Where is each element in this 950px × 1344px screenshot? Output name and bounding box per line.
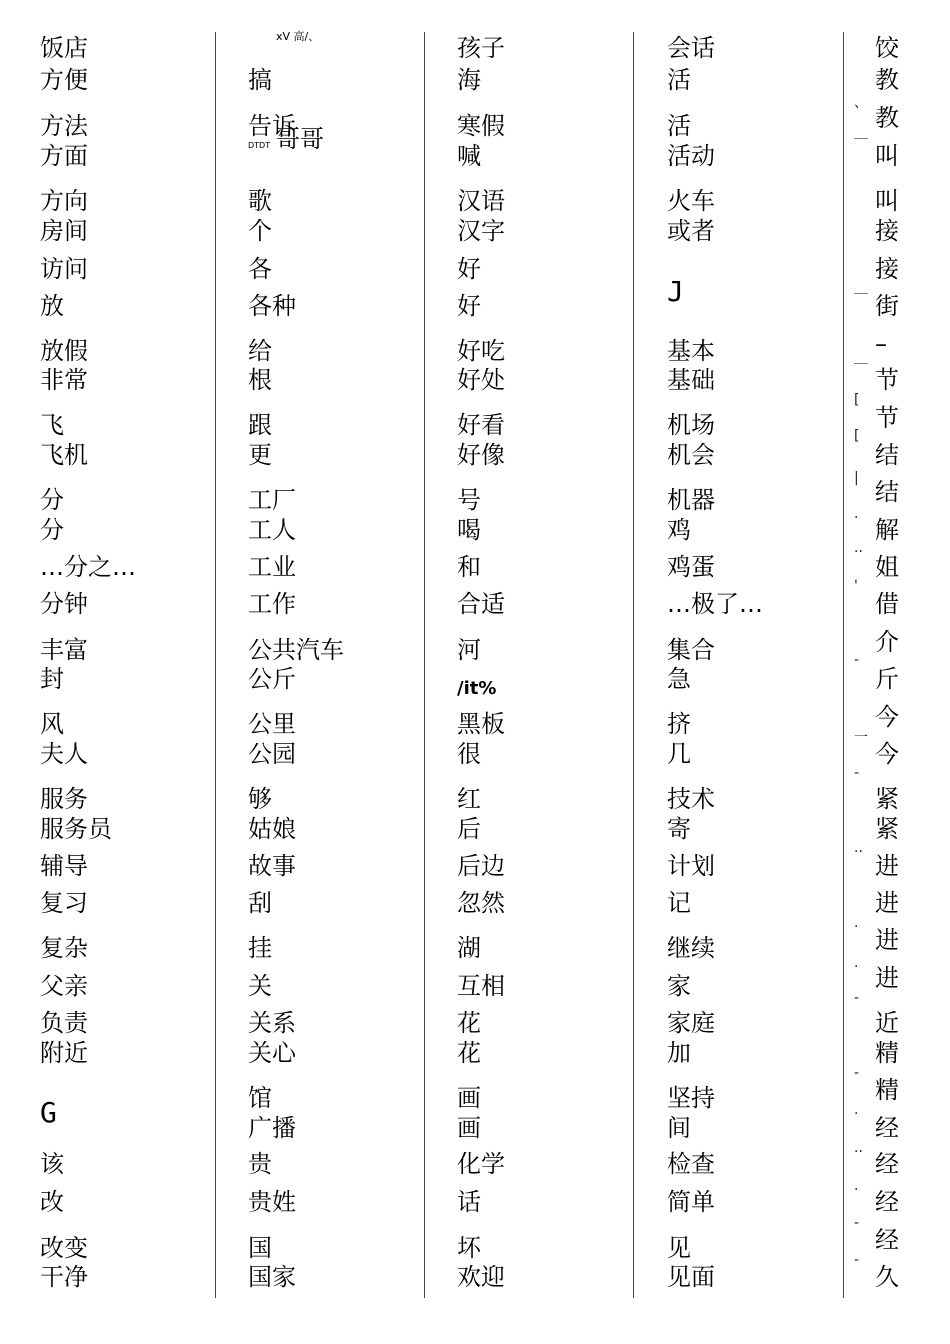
margin-mark: ' [854,578,858,594]
vocabulary-word: 工作 [248,590,296,618]
vocabulary-word: 父亲 [40,972,88,1000]
vocabulary-word: 接 [875,217,899,245]
vocabulary-word: 经 [875,1188,899,1216]
vocabulary-word: 坏 [457,1234,481,1262]
column-divider [424,32,425,1298]
vocabulary-word: 喝 [457,516,481,544]
vocabulary-word: 广播 [248,1114,296,1142]
vocabulary-word: 久 [875,1263,899,1291]
vocabulary-word: 改变 [40,1234,88,1262]
vocabulary-word: 基本 [667,337,715,365]
vocabulary-word: 好 [457,292,481,320]
margin-mark: . [854,506,859,522]
vocabulary-word: 够 [248,785,272,813]
margin-mark: - [854,652,860,668]
vocabulary-word: 各 [248,255,272,283]
vocabulary-word: 公斤 [248,665,296,693]
vocabulary-word: 后 [457,815,481,843]
vocabulary-word: 机会 [667,441,715,469]
word-column-3 [457,0,627,1344]
vocabulary-word: 各种 [248,292,296,320]
vocabulary-word: 复杂 [40,934,88,962]
margin-mark: . [854,1102,859,1118]
vocabulary-word: 故事 [248,852,296,880]
margin-mark: | [854,470,859,486]
vocabulary-word: 方面 [40,142,88,170]
margin-mark: - [854,765,860,781]
vocabulary-word: 饭店 [40,34,88,62]
vocabulary-word: 该 [40,1150,64,1178]
vocabulary-word: 间 [667,1114,691,1142]
vocabulary-word: 访问 [40,255,88,283]
vocabulary-word: 简单 [667,1188,715,1216]
vocabulary-word: 结 [875,441,899,469]
vocabulary-word: 叫 [875,142,899,170]
vocabulary-word: 进 [875,964,899,992]
vocabulary-word: 工厂 [248,486,296,514]
vocabulary-word: 解 [875,516,899,544]
vocabulary-word: 服务 [40,785,88,813]
vocabulary-word: 好吃 [457,337,505,365]
vocabulary-word: 会话 [667,34,715,62]
vocabulary-word: 记 [667,889,691,917]
vocabulary-word: 寒假 [457,112,505,140]
vocabulary-word: 负责 [40,1009,88,1037]
vocabulary-word: 跟 [248,411,272,439]
vocabulary-word: 话 [457,1188,481,1216]
margin-mark: [ [854,428,860,444]
margin-marks [854,0,872,1344]
vocabulary-word: 节 [875,404,899,432]
vocabulary-word: 和 [457,553,481,581]
vocabulary-word: 活动 [667,142,715,170]
vocabulary-word: 精 [875,1076,899,1104]
vocabulary-word: …极了… [667,590,763,618]
margin-mark: . [854,1178,859,1194]
vocabulary-word: 方法 [40,112,88,140]
vocabulary-word: 干净 [40,1263,88,1291]
vocabulary-word: 放 [40,292,64,320]
vocabulary-word: 更 [248,441,272,469]
vocabulary-word: 公共汽车 [248,636,344,664]
vocabulary-word: 进 [875,889,899,917]
vocabulary-word: 坚持 [667,1084,715,1112]
vocabulary-word: 黑板 [457,710,505,738]
vocabulary-word: 寄 [667,815,691,843]
vocabulary-word: 国家 [248,1263,296,1291]
vocabulary-word: …分之… [40,553,136,581]
vocabulary-word: 辅导 [40,852,88,880]
vocabulary-word: 经 [875,1114,899,1142]
vocabulary-word: 斤 [875,665,899,693]
vocabulary-word: 给 [248,337,272,365]
margin-mark: - [854,1252,860,1268]
vocabulary-word: 计划 [667,852,715,880]
vocabulary-word: 服务员 [40,815,112,843]
vocabulary-word: 教 [875,66,899,94]
margin-mark: ＿ [854,280,868,296]
vocabulary-word: 好看 [457,411,505,439]
vocabulary-word: 很 [457,740,481,768]
vocabulary-word: 花 [457,1039,481,1067]
vocabulary-word: 节 [875,366,899,394]
vocabulary-word: 夫人 [40,740,88,768]
vocabulary-word: 见 [667,1234,691,1262]
vocabulary-word: 家 [667,972,691,1000]
vocabulary-word: 进 [875,926,899,954]
vocabulary-word: 检查 [667,1150,715,1178]
vocabulary-word: 分 [40,516,64,544]
column-divider [843,32,844,1298]
vocabulary-word: 方便 [40,66,88,94]
vocabulary-word: 国 [248,1234,272,1262]
vocabulary-word: 机场 [667,411,715,439]
vocabulary-word: 歌 [248,187,272,215]
vocabulary-word: 好 [457,255,481,283]
vocabulary-word: 搞 [248,66,272,94]
vocabulary-word: 介 [875,628,899,656]
vocabulary-word: 湖 [457,934,481,962]
vocabulary-word: 汉语 [457,187,505,215]
vocabulary-word: 姑娘 [248,815,296,843]
vocabulary-word: 今 [875,703,899,731]
vocabulary-word: 好像 [457,441,505,469]
vocabulary-word: 鸡蛋 [667,553,715,581]
vocabulary-word: 进 [875,852,899,880]
vocabulary-word: 个 [248,217,272,245]
vocabulary-word: 姐 [875,553,899,581]
word-column-5 [875,0,935,1344]
vocabulary-word: 红 [457,785,481,813]
vocabulary-word: 关系 [248,1009,296,1037]
vocabulary-word: 放假 [40,337,88,365]
vocabulary-word: 经 [875,1226,899,1254]
vocabulary-word: 海 [457,66,481,94]
vocabulary-word: 挂 [248,934,272,962]
vocabulary-word: DTDT [248,141,271,150]
vocabulary-word: 好处 [457,366,505,394]
vocabulary-word: 机器 [667,486,715,514]
margin-mark: .. [854,1140,863,1156]
vocabulary-word: 工人 [248,516,296,544]
vocabulary-word: 互相 [457,972,505,1000]
vocabulary-word: 鸡 [667,516,691,544]
vocabulary-word: 活 [667,66,691,94]
margin-mark: .. [854,540,863,556]
vocabulary-word: 急 [667,665,691,693]
vocabulary-word: 风 [40,710,64,738]
vocabulary-word: 继续 [667,934,715,962]
margin-mark: - [854,1215,860,1231]
margin-mark: - [854,1065,860,1081]
vocabulary-word: 房间 [40,217,88,245]
vocabulary-word: 几 [667,740,691,768]
column-divider [215,32,216,1298]
vocabulary-word: 关 [248,972,272,1000]
vocabulary-word: 或者 [667,217,715,245]
vocabulary-word: 化学 [457,1150,505,1178]
section-letter: J [667,275,684,308]
vocabulary-word: 街 [875,292,899,320]
vocabulary-word: 改 [40,1188,64,1216]
vocabulary-word: 丰富 [40,636,88,664]
vocabulary-word: 根 [248,366,272,394]
vocabulary-word: 公园 [248,740,296,768]
vocabulary-word: 馆 [248,1084,272,1112]
vocabulary-word: 画 [457,1114,481,1142]
margin-mark: - [854,990,860,1006]
vocabulary-word: 教 [875,104,899,132]
vocabulary-word: 号 [457,486,481,514]
vocabulary-word: 喊 [457,142,481,170]
vocabulary-word: 汉字 [457,217,505,245]
vocabulary-word: 分 [40,486,64,514]
vocabulary-word: 见面 [667,1263,715,1291]
vocabulary-word: 经 [875,1150,899,1178]
vocabulary-word: 精 [875,1039,899,1067]
vocabulary-word: 工业 [248,553,296,581]
section-letter: G [40,1096,57,1129]
vocabulary-word: 花 [457,1009,481,1037]
vocabulary-word: 飞机 [40,441,88,469]
vocabulary-word: 飞 [40,411,64,439]
vocabulary-word: – [875,330,887,358]
vocabulary-word: 结 [875,478,899,506]
vocabulary-word: 欢迎 [457,1263,505,1291]
margin-mark: 一 [854,730,868,746]
vocabulary-word: 活 [667,112,691,140]
vocabulary-word: 孩子 [457,34,505,62]
vocabulary-word: 刮 [248,889,272,917]
vocabulary-word: 封 [40,665,64,693]
word-column-1 [40,0,210,1344]
vocabulary-word: 集合 [667,636,715,664]
vocabulary-word: 告诉 [248,112,296,140]
vocabulary-word: 紧 [875,815,899,843]
vocabulary-word: 火车 [667,187,715,215]
vocabulary-word: 忽然 [457,889,505,917]
word-column-2 [248,0,418,1344]
vocabulary-word: 哥哥 [276,125,324,153]
vocabulary-word: 加 [667,1039,691,1067]
vocabulary-word: 画 [457,1084,481,1112]
vocabulary-word: 基础 [667,366,715,394]
column-divider [633,32,634,1298]
margin-mark: .. [854,840,863,856]
vocabulary-word: 河 [457,636,481,664]
vocabulary-word: xV 高/、 [276,30,320,43]
vocabulary-word: 贵姓 [248,1188,296,1216]
vocabulary-word: /it% [457,678,497,699]
vocabulary-word: 借 [875,590,899,618]
vocabulary-word: 近 [875,1009,899,1037]
margin-mark: ＿ [854,125,868,141]
vocabulary-word: 贵 [248,1150,272,1178]
vocabulary-word: 挤 [667,710,691,738]
vocabulary-word: 饺 [875,34,899,62]
vocabulary-word: 复习 [40,889,88,917]
vocabulary-word: 后边 [457,852,505,880]
vocabulary-word: 附近 [40,1039,88,1067]
vocabulary-word: 关心 [248,1039,296,1067]
margin-mark: ＿ [854,350,868,366]
margin-mark: . [854,915,859,931]
word-column-4 [667,0,837,1344]
vocabulary-word: 公里 [248,710,296,738]
vocabulary-word: 分钟 [40,590,88,618]
margin-mark: . [854,955,859,971]
vocabulary-word: 技术 [667,785,715,813]
vocabulary-word: 家庭 [667,1009,715,1037]
vocabulary-word: 紧 [875,785,899,813]
margin-mark: 、 [854,95,868,111]
margin-mark: [ [854,392,860,408]
vocabulary-word: 叫 [875,187,899,215]
vocabulary-word: 今 [875,740,899,768]
vocabulary-word: 非常 [40,366,88,394]
vocabulary-word: 接 [875,255,899,283]
vocabulary-word: 方向 [40,187,88,215]
vocabulary-word: 合适 [457,590,505,618]
